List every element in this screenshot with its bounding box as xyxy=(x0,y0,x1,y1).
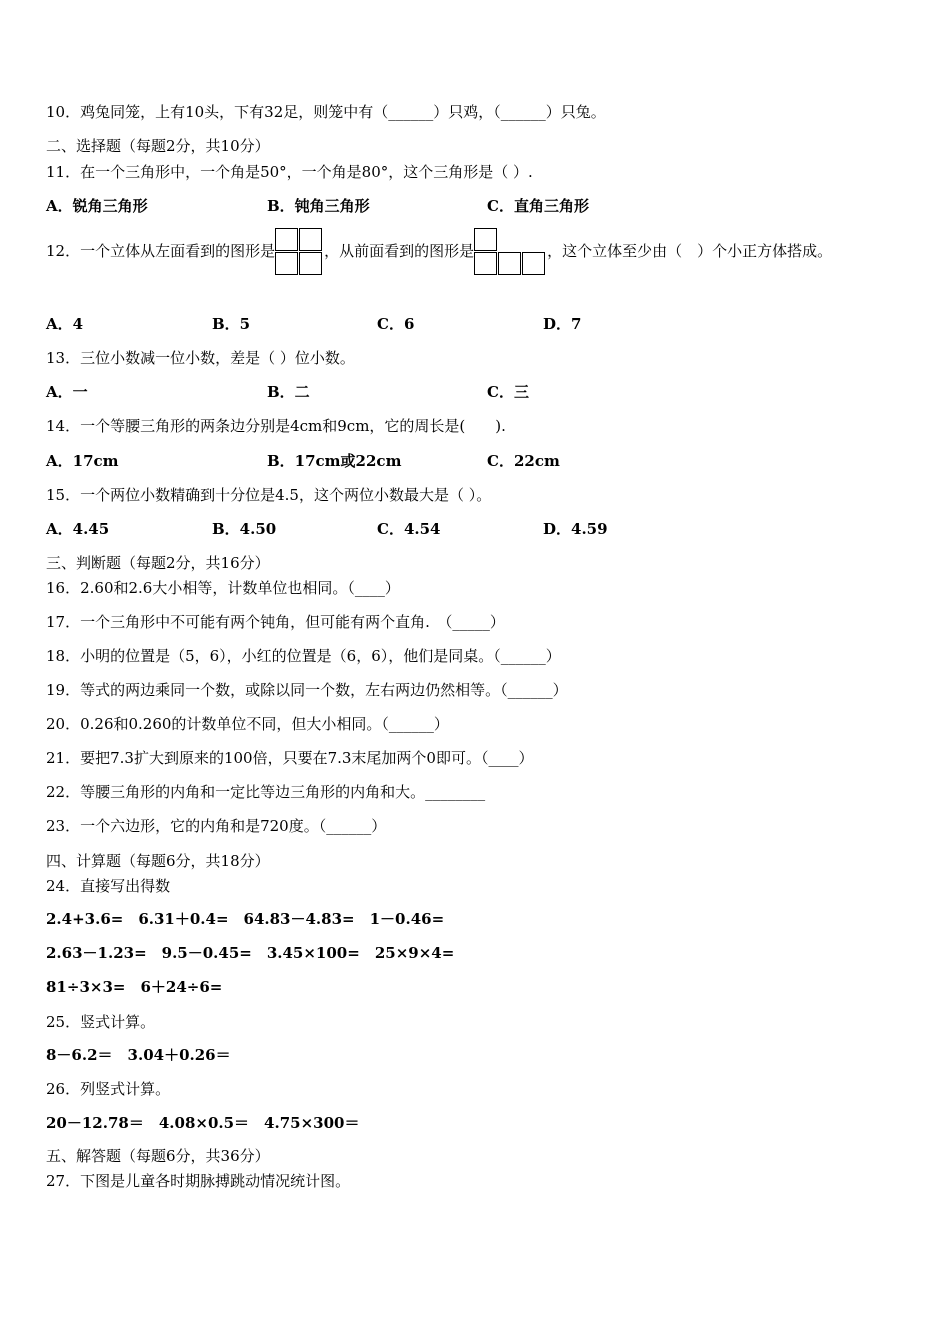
q12-option-d: D．7 xyxy=(543,315,582,333)
question-26: 26．列竖式计算。 xyxy=(46,1080,171,1098)
question-27: 27．下图是儿童各时期脉搏跳动情况统计图。 xyxy=(46,1172,351,1190)
q14-option-c: C．22cm xyxy=(487,452,560,470)
section-3-heading: 三、判断题（每题2分，共16分） xyxy=(46,554,270,572)
question-24: 24．直接写出得数 xyxy=(46,877,171,895)
q13-option-a: A．一 xyxy=(46,383,88,401)
question-19: 19．等式的两边乘同一个数，或除以同一个数，左右两边仍然相等。（______） xyxy=(46,681,568,699)
question-17: 17．一个三角形中不可能有两个钝角，但可能有两个直角. （_____） xyxy=(46,613,505,631)
question-13: 13．三位小数减一位小数，差是（ ）位小数。 xyxy=(46,349,355,367)
question-11: 11．在一个三角形中，一个角是50°，一个角是80°，这个三角形是（ ）. xyxy=(46,163,533,181)
front-view-figure xyxy=(474,228,547,277)
q15-option-a: A．4.45 xyxy=(46,520,110,538)
q11-option-b: B．钝角三角形 xyxy=(267,197,370,215)
q25-equations: 8－6.2＝ 3.04＋0.26＝ xyxy=(46,1046,231,1064)
q12-text-front-view: ，从前面看到的图形是 xyxy=(324,242,475,260)
q15-option-c: C．4.54 xyxy=(377,520,441,538)
question-10: 10．鸡兔同笼，上有10头，下有32足，则笼中有（______）只鸡，（______）只兔。 xyxy=(46,103,606,121)
q24-equations-line-3: 81÷3×3= 6＋24÷6= xyxy=(46,978,223,996)
question-15: 15．一个两位小数精确到十分位是4.5，这个两位小数最大是（ ）。 xyxy=(46,486,492,504)
q24-equations-line-1: 2.4+3.6= 6.31＋0.4= 64.83－4.83= 1－0.46= xyxy=(46,910,445,928)
q24-equations-line-2: 2.63－1.23= 9.5－0.45= 3.45×100= 25×9×4= xyxy=(46,944,455,962)
section-5-heading: 五、解答题（每题6分，共36分） xyxy=(46,1147,270,1165)
question-25: 25．竖式计算。 xyxy=(46,1013,156,1031)
question-16: 16．2.60和2.6大小相等，计数单位也相同。（____） xyxy=(46,579,400,597)
q14-option-a: A．17cm xyxy=(46,452,119,470)
section-2-heading: 二、选择题（每题2分，共10分） xyxy=(46,137,270,155)
q11-option-c: C．直角三角形 xyxy=(487,197,589,215)
q12-text-left-view: 12．一个立体从左面看到的图形是 xyxy=(46,242,276,260)
question-12 xyxy=(46,226,832,277)
q15-option-b: B．4.50 xyxy=(212,520,277,538)
question-21: 21．要把7.3扩大到原来的100倍，只要在7.3末尾加两个0即可。（____） xyxy=(46,749,534,767)
q12-option-c: C．6 xyxy=(377,315,415,333)
question-23: 23．一个六边形，它的内角和是720度。（______） xyxy=(46,817,387,835)
q13-option-b: B．二 xyxy=(267,383,310,401)
q14-option-b: B．17cm或22cm xyxy=(267,452,402,470)
q13-option-c: C．三 xyxy=(487,383,529,401)
question-14: 14．一个等腰三角形的两条边分别是4cm和9cm，它的周长是( ). xyxy=(46,417,506,435)
q12-text-end: ，这个立体至少由（ ）个小正方体搭成。 xyxy=(547,242,833,260)
q11-option-a: A．锐角三角形 xyxy=(46,197,148,215)
question-22: 22．等腰三角形的内角和一定比等边三角形的内角和大。________ xyxy=(46,783,486,801)
q15-option-d: D．4.59 xyxy=(543,520,608,538)
left-view-figure xyxy=(275,228,324,277)
question-20: 20．0.26和0.260的计数单位不同，但大小相同。（______） xyxy=(46,715,449,733)
question-18: 18．小明的位置是（5，6），小红的位置是（6，6），他们是同桌。（______） xyxy=(46,647,561,665)
q12-option-b: B．5 xyxy=(212,315,251,333)
section-4-heading: 四、计算题（每题6分，共18分） xyxy=(46,852,270,870)
q26-equations: 20－12.78＝ 4.08×0.5＝ 4.75×300＝ xyxy=(46,1114,360,1132)
q12-option-a: A．4 xyxy=(46,315,84,333)
